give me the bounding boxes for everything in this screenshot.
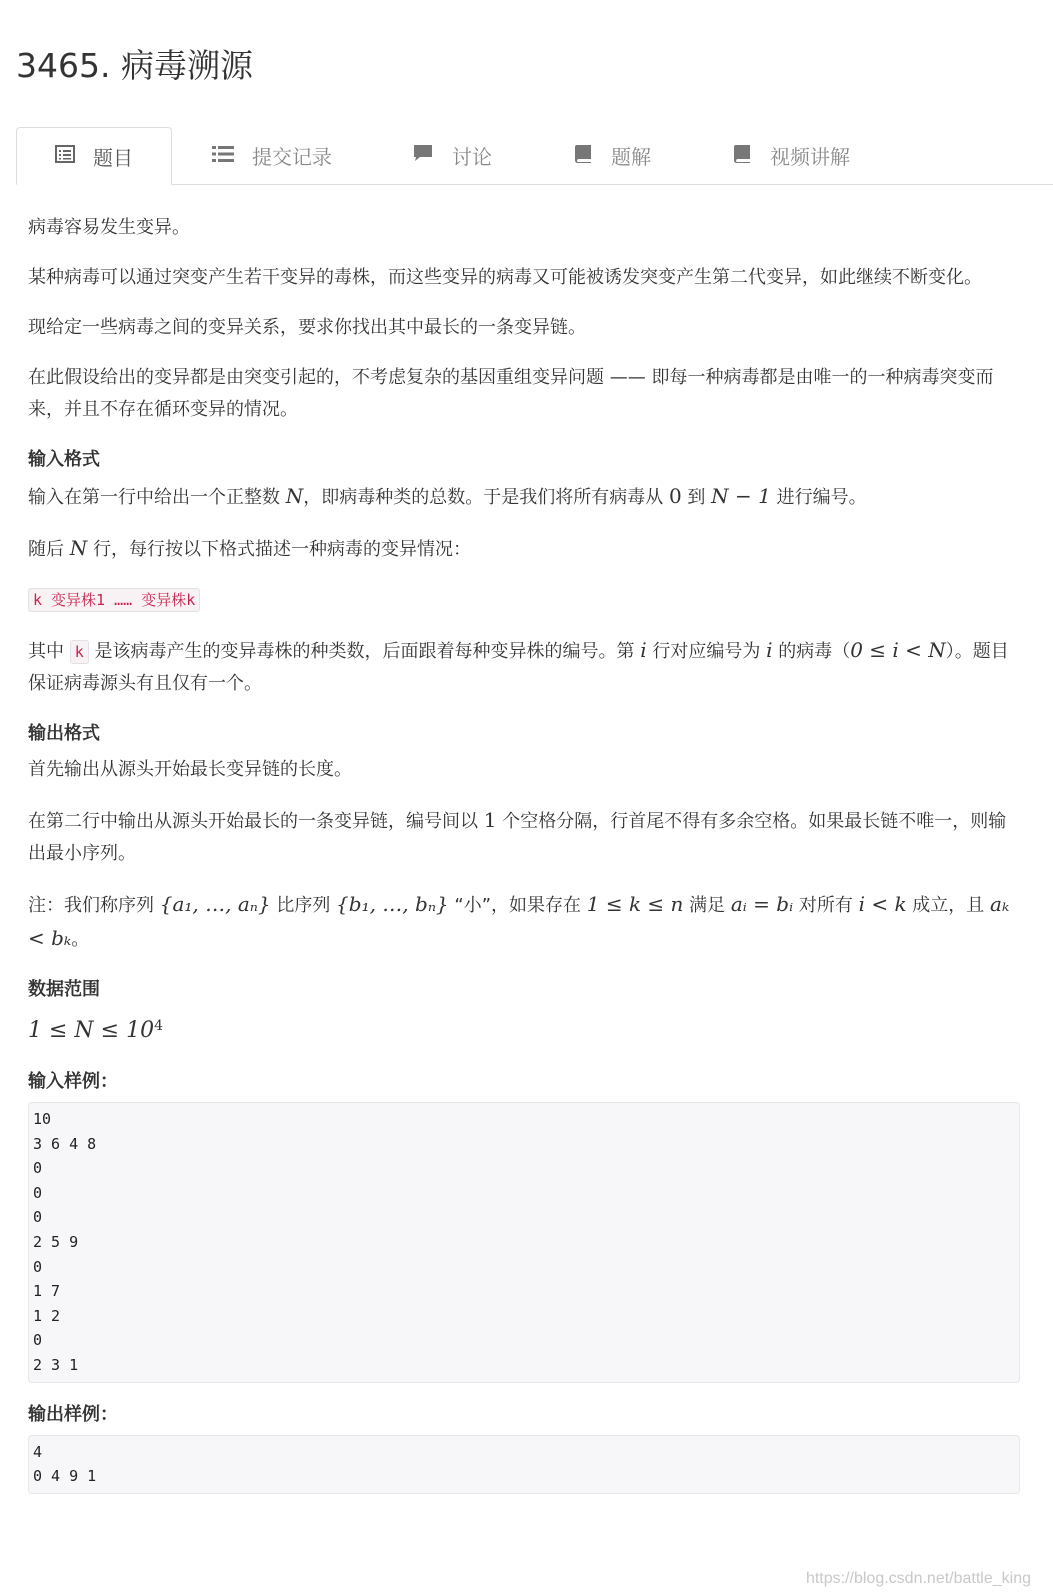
- input-format-line: 输入在第一行中给出一个正整数 N，即病毒种类的总数。于是我们将所有病毒从 0 到 N − 1 进行编号。: [28, 484, 867, 508]
- output-format-heading: 输出格式: [28, 723, 100, 744]
- tab-problem[interactable]: [16, 127, 172, 185]
- comment-icon: [412, 143, 434, 168]
- problem-content: [28, 212, 1020, 1510]
- input-format-heading: 输入格式: [28, 449, 100, 470]
- description-paragraph: 在此假设给出的变异都是由突变引起的，不考虑复杂的基因重组变异问题 —— 即每一种病毒都是由唯一的一种病毒突变而来，并且不存在循环变异的情况。: [28, 367, 994, 420]
- sample-output-code[interactable]: 4 0 4 9 1: [28, 1435, 1020, 1494]
- watermark: https://blog.csdn.net/battle_king: [805, 1570, 1031, 1587]
- tab-label: 视频讲解: [770, 145, 850, 169]
- tab-discussion[interactable]: [412, 127, 492, 184]
- tab-label: 提交记录: [252, 145, 332, 169]
- list-icon: [212, 144, 234, 168]
- format-code: k 变异株1 …… 变异株k: [28, 588, 200, 612]
- tab-label: 题解: [611, 145, 651, 169]
- input-format-code: [28, 584, 1020, 616]
- description-paragraph: 现给定一些病毒之间的变异关系，要求你找出其中最长的一条变异链。: [28, 317, 586, 338]
- input-format-line: 其中 k 是该病毒产生的变异毒株的种类数，后面跟着每种变异株的编号。第 i 行对应编号为 i 的病毒（0 ≤ i < N）。题目保证病毒源头有且仅有一个。: [28, 638, 1009, 694]
- list-alt-icon: [55, 144, 75, 168]
- problem-tabs: [16, 127, 1053, 185]
- data-range-formula: $1 \le N \le 10^4$: [28, 1018, 164, 1043]
- output-format-note: 注：我们称序列 {a₁, …, aₙ} 比序列 {b₁, …, bₙ} “小”，如果存在 1 ≤ k ≤ n 满足 aᵢ = bᵢ 对所有 i < k 成立，且 aₖ < bₖ。: [28, 892, 1010, 950]
- output-format-line: 首先输出从源头开始最长变异链的长度。: [28, 759, 352, 780]
- description-paragraph: 某种病毒可以通过突变产生若干变异的毒株，而这些变异的病毒又可能被诱发突变产生第二代变异，如此继续不断变化。: [28, 267, 982, 288]
- book-icon: [732, 143, 752, 168]
- tab-video[interactable]: [732, 127, 850, 184]
- page-title: 3465. 病毒溯源: [16, 46, 253, 85]
- input-format-line: 随后 N 行，每行按以下格式描述一种病毒的变异情况：: [28, 536, 471, 560]
- tab-submissions[interactable]: [212, 127, 332, 184]
- book-icon: [573, 143, 593, 168]
- sample-input-code[interactable]: 10 3 6 4 8 0 0 0 2 5 9 0 1 7 1 2 0 2 3 1: [28, 1102, 1020, 1383]
- tab-label: 讨论: [452, 145, 492, 169]
- output-format-line: 在第二行中输出从源头开始最长的一条变异链，编号间以 1 个空格分隔，行首尾不得有多余空格。如果最长链不唯一，则输出最小序列。: [28, 808, 1007, 864]
- description-paragraph: 病毒容易发生变异。: [28, 217, 190, 238]
- data-range-heading: 数据范围: [28, 979, 100, 1000]
- sample-input-heading: 输入样例：: [28, 1071, 118, 1092]
- tab-solutions[interactable]: [573, 127, 651, 184]
- k-code: k: [70, 640, 89, 664]
- sample-output-heading: 输出样例：: [28, 1403, 118, 1425]
- tab-label: 题目: [93, 145, 133, 170]
